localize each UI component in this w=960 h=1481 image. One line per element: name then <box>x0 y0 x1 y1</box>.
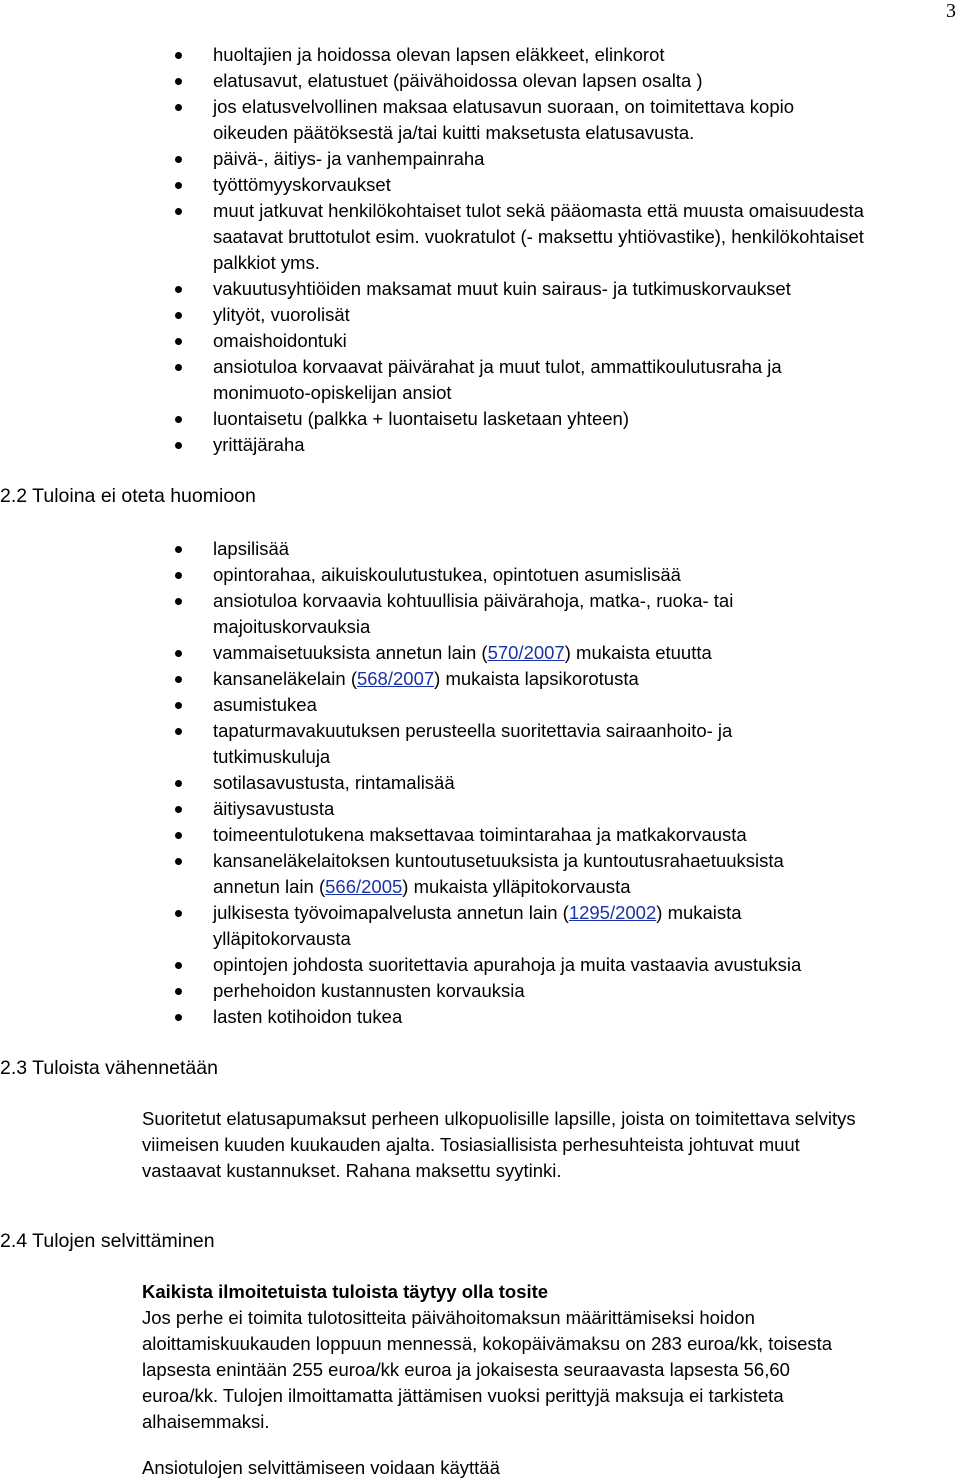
list-item: toimeentulotukena maksettavaa toimintarahaa ja matkakorvausta <box>0 822 958 848</box>
final-paragraph: Ansiotulojen selvittämiseen voidaan käyttää <box>142 1457 500 1478</box>
income-list <box>0 42 958 458</box>
list-item: lapsilisää <box>0 536 958 562</box>
law-link-568-2007[interactable]: 568/2007 <box>356 668 435 689</box>
section-heading-2-2: 2.2 Tuloina ei oteta huomioon <box>0 485 256 507</box>
bullet-icon <box>175 572 182 579</box>
list-item: kansaneläkelain (568/2007) mukaista lapsikorotusta <box>0 666 958 692</box>
list-item: vammaisetuuksista annetun lain (570/2007) mukaista etuutta <box>0 640 958 666</box>
list-item: ylityöt, vuorolisät <box>0 302 958 328</box>
bullet-icon <box>175 676 182 683</box>
bullet-icon <box>175 52 182 59</box>
bullet-icon <box>175 364 182 371</box>
bullet-icon <box>175 728 182 735</box>
bullet-icon <box>175 286 182 293</box>
list-item: huoltajien ja hoidossa olevan lapsen eläkkeet, elinkorot <box>0 42 958 68</box>
list-item: yrittäjäraha <box>0 432 958 458</box>
bullet-icon <box>175 442 182 449</box>
list-item: lasten kotihoidon tukea <box>0 1004 958 1030</box>
section-heading-2-4: 2.4 Tulojen selvittäminen <box>0 1230 215 1252</box>
bullet-icon <box>175 962 182 969</box>
bullet-icon <box>175 104 182 111</box>
law-link-566-2005[interactable]: 566/2005 <box>325 876 403 897</box>
bullet-icon <box>175 338 182 345</box>
list-item: luontaisetu (palkka + luontaisetu lasketaan yhteen) <box>0 406 958 432</box>
bullet-icon <box>175 650 182 657</box>
bullet-icon <box>175 182 182 189</box>
bullet-icon <box>175 208 182 215</box>
list-item: ansiotuloa korvaavia kohtuullisia päivärahoja, matka-, ruoka- tai majoituskorvauksia <box>0 588 958 640</box>
page-number: 3 <box>946 0 956 22</box>
law-link-570-2007[interactable]: 570/2007 <box>487 642 565 663</box>
bullet-icon <box>175 416 182 423</box>
list-item: omaishoidontuki <box>0 328 958 354</box>
deductions-paragraph: Suoritetut elatusapumaksut perheen ulkopuolisille lapsille, joista on toimitettava selvitys viimeisen kuuden kuukauden ajalta. Tosiasiallisista perhesuhteista johtuvat muut vastaavat kustannukset. Rahana maksettu syytinki. <box>142 1108 856 1181</box>
bullet-icon <box>175 702 182 709</box>
list-item: opintorahaa, aikuiskoulutustukea, opintotuen asumislisää <box>0 562 958 588</box>
list-item: kansaneläkelaitoksen kuntoutusetuuksista ja kuntoutusrahaetuuksista annetun lain (566/2005) mukaista ylläpitokorvausta <box>0 848 958 900</box>
list-item: sotilasavustusta, rintamalisää <box>0 770 958 796</box>
list-item: tapaturmavakuutuksen perusteella suoritettavia sairaanhoito- ja tutkimuskuluja <box>0 718 958 770</box>
list-item: perhehoidon kustannusten korvauksia <box>0 978 958 1004</box>
law-link-1295-2002[interactable]: 1295/2002 <box>568 902 657 923</box>
list-item: ansiotuloa korvaavat päivärahat ja muut tulot, ammattikoulutusraha ja monimuoto-opiskelijan ansiot <box>0 354 958 406</box>
list-item: jos elatusvelvollinen maksaa elatusavun suoraan, on toimitettava kopio oikeuden päätöksestä ja/tai kuitti maksetusta elatusavusta. <box>0 94 958 146</box>
bullet-icon <box>175 546 182 553</box>
bullet-icon <box>175 598 182 605</box>
income-proof-paragraph: Kaikista ilmoitetuista tuloista täytyy olla tosite Jos perhe ei toimita tulotositteita päivähoitomaksun määrittämiseksi hoidon aloittamiskuukauden loppuun mennessä, kokopäivämaksu on 283 euroa/kk, toisesta lapsesta enintään 255 euroa/kk euroa ja jokaisesta seuraavasta lapsesta 56,60 euroa/kk. Tulojen ilmoittamatta jättämisen vuoksi perittyjä maksuja ei tarkisteta alhaisemmaksi. <box>142 1281 833 1432</box>
list-item: julkisesta työvoimapalvelusta annetun lain (1295/2002) mukaista ylläpitokorvausta <box>0 900 958 952</box>
list-item: äitiysavustusta <box>0 796 958 822</box>
bullet-icon <box>175 780 182 787</box>
bullet-icon <box>175 910 182 917</box>
bullet-icon <box>175 1014 182 1021</box>
income-proof-heading: Kaikista ilmoitetuista tuloista täytyy olla tosite <box>142 1281 549 1302</box>
bullet-icon <box>175 858 182 865</box>
bullet-icon <box>175 312 182 319</box>
list-item: vakuutusyhtiöiden maksamat muut kuin sairaus- ja tutkimuskorvaukset <box>0 276 958 302</box>
bullet-icon <box>175 832 182 839</box>
list-item: opintojen johdosta suoritettavia apurahoja ja muita vastaavia avustuksia <box>0 952 958 978</box>
list-item: muut jatkuvat henkilökohtaiset tulot sekä pääomasta että muusta omaisuudesta saatavat bruttotulot esim. vuokratulot (- maksettu yhtiövastike), henkilökohtaiset palkkiot yms. <box>0 198 958 276</box>
bullet-icon <box>175 806 182 813</box>
bullet-icon <box>175 988 182 995</box>
list-item: päivä-, äitiys- ja vanhempainraha <box>0 146 958 172</box>
not-counted-list <box>0 536 958 1030</box>
section-heading-2-3: 2.3 Tuloista vähennetään <box>0 1057 218 1079</box>
list-item: asumistukea <box>0 692 958 718</box>
list-item: työttömyyskorvaukset <box>0 172 958 198</box>
bullet-icon <box>175 156 182 163</box>
list-item: elatusavut, elatustuet (päivähoidossa olevan lapsen osalta ) <box>0 68 958 94</box>
bullet-icon <box>175 78 182 85</box>
